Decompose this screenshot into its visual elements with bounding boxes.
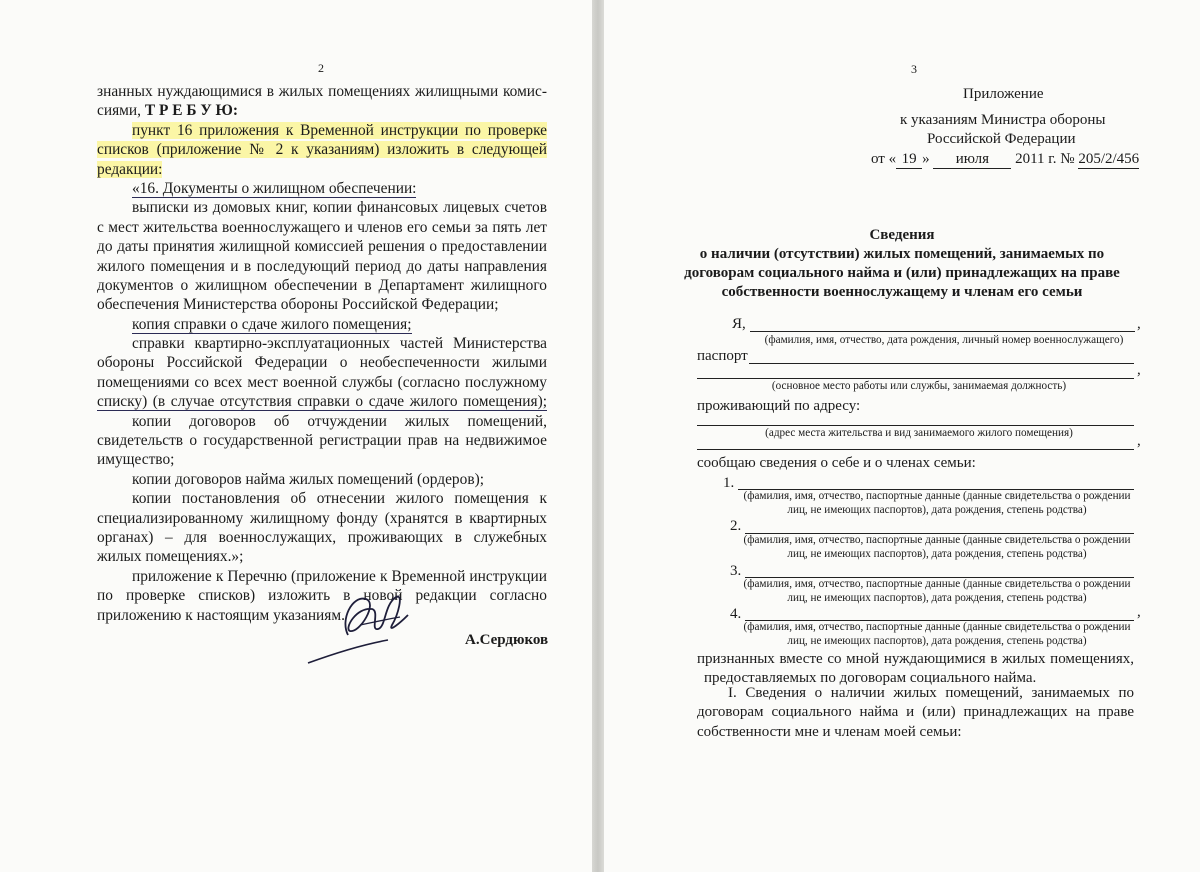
heading-line: о наличии (отсутствии) жилых помещений, занимаемых по [699,246,1105,262]
text-line [97,160,547,179]
appendix-title: Приложение [963,86,1044,102]
page-gutter [592,0,604,872]
date-mid: » [922,151,930,167]
text-line: помещениями со всех мест военной службы (согласно послужному [97,373,547,391]
text-line: с мест жительства военнослужащего и членов его семьи за пять лет [97,218,547,236]
family-intro: сообщаю сведения о себе и о членах семьи: [697,455,976,471]
highlighted-text: редакции: [97,160,163,178]
field-caption: (адрес места жительства и вид занимаемого жилого помещения) [765,427,1073,439]
member-number: 2. [730,518,742,534]
underlined-text: «16. Документы о жилищном обеспечении: [132,179,417,197]
text-line: собственности мне и членам моей семьи: [697,723,962,740]
text-line [97,121,547,140]
field-caption: (фамилия, имя, отчество, дата рождения, личный номер военнослужащего) [764,334,1124,346]
text-fragment: сиями, [97,102,141,120]
signer-name: А.Сердюков [465,632,549,648]
comma: , [1137,604,1141,620]
left-page [0,0,592,872]
passport-label: паспорт [697,348,748,364]
member-caption [732,621,1142,648]
comma: , [1137,433,1141,449]
text-line [97,392,547,411]
section-1-text [697,684,1134,742]
highlighted-text: списков (приложение № 2 к указаниям) изложить в следующей [97,141,547,159]
order-text [97,82,547,625]
text-line: признанных вместе со мной нуждающимися в жилых помещениях, [697,651,1134,667]
comma: , [1137,316,1141,332]
text-line: обеспечения Министерства обороны Российской Федерации; [97,296,499,314]
text-line [97,101,547,120]
demand-word: Т Р Е Б У Ю: [144,102,238,120]
text-line: обороны Российской Федерации о необеспеченности жилыми [97,354,547,372]
form-heading [604,226,1200,302]
caption-line: (фамилия, имя, отчество, паспортные данные (данные свидетельства о рождении [743,534,1131,546]
heading-line: Сведения [869,227,935,243]
date-day: 19 [896,151,922,169]
address-label: проживающий по адресу: [697,398,861,414]
text-line: договорам социального найма и (или) принадлежащих на праве [697,704,1134,721]
text-line: знанных нуждающимися в жилых помещениях жилищными комис- [97,83,547,100]
fill-line [697,378,1134,379]
text-line: I. Сведения о наличии жилых помещений, занимаемых по [728,685,1134,701]
text-line: до даты принятия жилищной комиссией решения о предоставлении [97,238,547,256]
caption-line: (фамилия, имя, отчество, паспортные данные (данные свидетельства о рождении [743,578,1131,590]
text-line: приложению к настоящим указаниям. [97,606,345,624]
member-number: 4. [730,606,742,622]
text-line: по проверке списков) изложить в новой редакции согласно [97,587,547,605]
text-line: имущество; [97,451,175,469]
signature-image [300,585,430,670]
date-month: июля [933,151,1011,169]
text-line: свидетельств о государственной регистрации прав на недвижимое [97,432,547,450]
appendix-to: к указаниям Министра обороны [900,112,1106,128]
caption-line: лиц, не имеющих паспортов), дата рождения, степень родства) [787,547,1087,560]
text-line: копии договоров найма жилых помещений (ордеров); [132,470,484,488]
text-line: документов о жилищном обеспечении в Департамент жилищного [97,276,547,294]
appendix-to: Российской Федерации [927,131,1076,147]
text-line: предоставляемых по договорам социального найма. [704,670,1037,687]
fill-line [697,425,1134,426]
member-number: 1. [723,475,735,491]
text-line: копии договоров об отчуждении жилых помещений, [132,412,547,430]
text-line: выписки из домовых книг, копии финансовых лицевых счетов [132,199,547,217]
heading-line: договорам социального найма и (или) принадлежащих на праве [684,265,1120,281]
text-line: жилых помещениях.»; [97,548,244,566]
caption-line: (фамилия, имя, отчество, паспортные данные (данные свидетельства о рождении [743,621,1131,633]
text-line [97,179,547,198]
field-caption: (основное место работы или службы, занимаемая должность) [771,380,1067,392]
caption-line: лиц, не имеющих паспортов), дата рождения, степень родства) [787,634,1087,647]
text-line: справки квартирно-эксплуатационных частей Министерства [132,335,547,353]
underlined-text: списку) (в случае отсутствия справки о сдаче жилого помещения); [97,393,547,411]
caption-line: лиц, не имеющих паспортов), дата рождения, степень родства) [787,503,1087,516]
fill-line [749,363,1134,364]
fill-line [750,331,1135,332]
page-number: 3 [911,62,917,76]
caption-line: лиц, не имеющих паспортов), дата рождения, степень родства) [787,591,1087,604]
recognized-text [697,650,1134,689]
text-line: жилого помещения и в последующий период до даты направления [97,257,547,275]
text-line: приложение к Перечню (приложение к Временной инструкции [132,567,547,585]
text-line: специализированному жилищному фонду (хранятся в квартирных [97,509,547,527]
member-caption [732,578,1142,605]
highlighted-text: пункт 16 приложения к Временной инструкции по проверке [132,121,547,139]
appendix-date [871,151,1139,169]
text-line: органах) – для военнослужащих, проживающих в служебных [97,528,547,546]
member-number: 3. [730,563,742,579]
text-line [97,315,547,334]
heading-line: собственности военнослужащему и членам его семьи [721,284,1083,300]
date-prefix: от « [871,151,897,167]
member-caption [732,490,1142,517]
fill-line [697,449,1134,450]
underlined-text: копия справки о сдаче жилого помещения; [132,315,412,333]
right-page [604,0,1200,872]
caption-line: (фамилия, имя, отчество, паспортные данные (данные свидетельства о рождении [743,490,1131,502]
page-number: 2 [318,61,324,75]
date-year: 2011 г. № [1015,151,1075,167]
text-line: копии постановления об отнесении жилого помещения к [132,490,547,508]
member-caption [732,534,1142,561]
comma: , [1137,362,1141,378]
text-line [97,140,547,159]
date-number: 205/2/456 [1078,151,1140,167]
i-label: Я, [732,316,746,332]
